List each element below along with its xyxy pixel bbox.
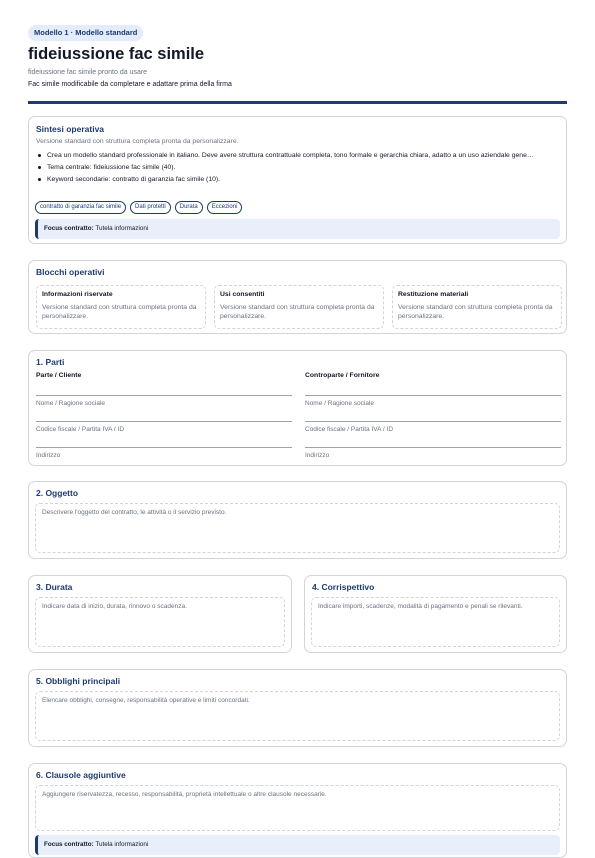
parties-title: 1. Parti [36,357,65,367]
client-tax-id-field[interactable] [36,421,292,433]
clauses-card [28,763,567,858]
field-label: Codice fiscale / Partita IVA / ID [305,426,394,433]
supplier-tax-id-field[interactable] [305,421,561,433]
focus-value: Tutela informazioni [95,225,149,232]
clauses-title: 6. Clausole aggiuntive [36,770,126,780]
block-body: Versione standard con struttura completa pronta da personalizzare. [398,304,553,320]
chip-keyword[interactable]: contratto di garanzia fac simile [35,201,126,214]
chip-duration[interactable]: Durata [175,201,203,214]
parties-card [28,350,567,466]
duration-title: 3. Durata [36,582,73,592]
obligations-card [28,669,567,747]
field-label: Codice fiscale / Partita IVA / ID [36,426,125,433]
block-title: Usi consentiti [220,291,265,298]
object-textarea[interactable]: Descrivere l'oggetto del contratto, le attività o il servizio previsto. [35,503,560,553]
contract-focus-callout [35,219,560,239]
field-label: Nome / Ragione sociale [36,400,106,407]
template-badge: Modello 1 · Modello standard [28,25,143,41]
header-divider [28,101,567,104]
supplier-address-field[interactable] [305,447,561,459]
summary-description: Versione standard con struttura completa pronta da personalizzare. [36,138,239,145]
duration-card [28,575,292,653]
summary-bullet-list [36,151,556,187]
party-supplier-column [305,372,561,459]
block-title: Restituzione materiali [398,291,469,298]
page-lead: Fac simile modificabile da completare e adattare prima della firma [28,81,232,88]
operational-blocks-card [28,260,567,334]
list-item: Crea un modello standard professionale in italiano. Deve avere struttura contrattuale completa, tono formale e gerarchia chiara, adatto a un uso aziendale gene… [36,151,556,160]
focus-label: Focus contratto: [44,841,94,848]
party-supplier-heading: Controparte / Fornitore [305,372,380,379]
clauses-textarea[interactable]: Aggiungere riservatezza, recesso, responsabilità, proprietà intellettuale o altre clausole necessarie. [35,785,560,831]
client-address-field[interactable] [36,447,292,459]
field-label: Indirizzo [305,452,330,459]
summary-card [28,116,567,244]
signature-line [36,447,292,448]
client-name-field[interactable] [36,395,292,407]
party-client-heading: Parte / Cliente [36,372,82,379]
obligations-title: 5. Obblighi principali [36,676,121,686]
fee-card [304,575,567,653]
list-item: Tema centrale: fideiussione fac simile (40). [36,163,556,172]
signature-line [36,421,292,422]
field-label: Nome / Ragione sociale [305,400,375,407]
signature-line [36,395,292,396]
block-confidential-info [36,285,206,329]
list-item: Keyword secondarie: contratto di garanzia fac simile (10). [36,175,556,184]
block-materials-return [392,285,562,329]
block-permitted-uses [214,285,384,329]
fee-textarea[interactable]: Indicare importi, scadenze, modalità di pagamento e penali se rilevanti. [311,597,560,647]
chip-data-protected[interactable]: Dati protetti [130,201,171,214]
object-title: 2. Oggetto [36,488,79,498]
obligations-textarea[interactable]: Elencare obblighi, consegne, responsabilità operative e limiti concordati. [35,691,560,741]
focus-label: Focus contratto: [44,225,94,232]
focus-value: Tutela informazioni [95,841,149,848]
party-client-column [36,372,292,459]
signature-line [305,447,561,448]
block-body: Versione standard con struttura completa pronta da personalizzare. [42,304,197,320]
fee-title: 4. Corrispettivo [312,582,375,592]
field-label: Indirizzo [36,452,61,459]
object-card [28,481,567,559]
chip-exceptions[interactable]: Eccezioni [207,201,243,214]
page-title: fideiussione fac simile [28,45,205,63]
signature-line [305,421,561,422]
summary-title: Sintesi operativa [36,124,105,134]
duration-textarea[interactable]: Indicare data di inizio, durata, rinnovo o scadenza. [35,597,285,647]
block-body: Versione standard con struttura completa pronta da personalizzare. [220,304,375,320]
signature-line [305,395,561,396]
contract-focus-callout [35,835,560,855]
page-subtitle: fideiussione fac simile pronto da usare [28,69,148,76]
supplier-name-field[interactable] [305,395,561,407]
keyword-chips [35,201,242,214]
blocks-title: Blocchi operativi [36,267,105,277]
block-title: Informazioni riservate [42,291,113,298]
